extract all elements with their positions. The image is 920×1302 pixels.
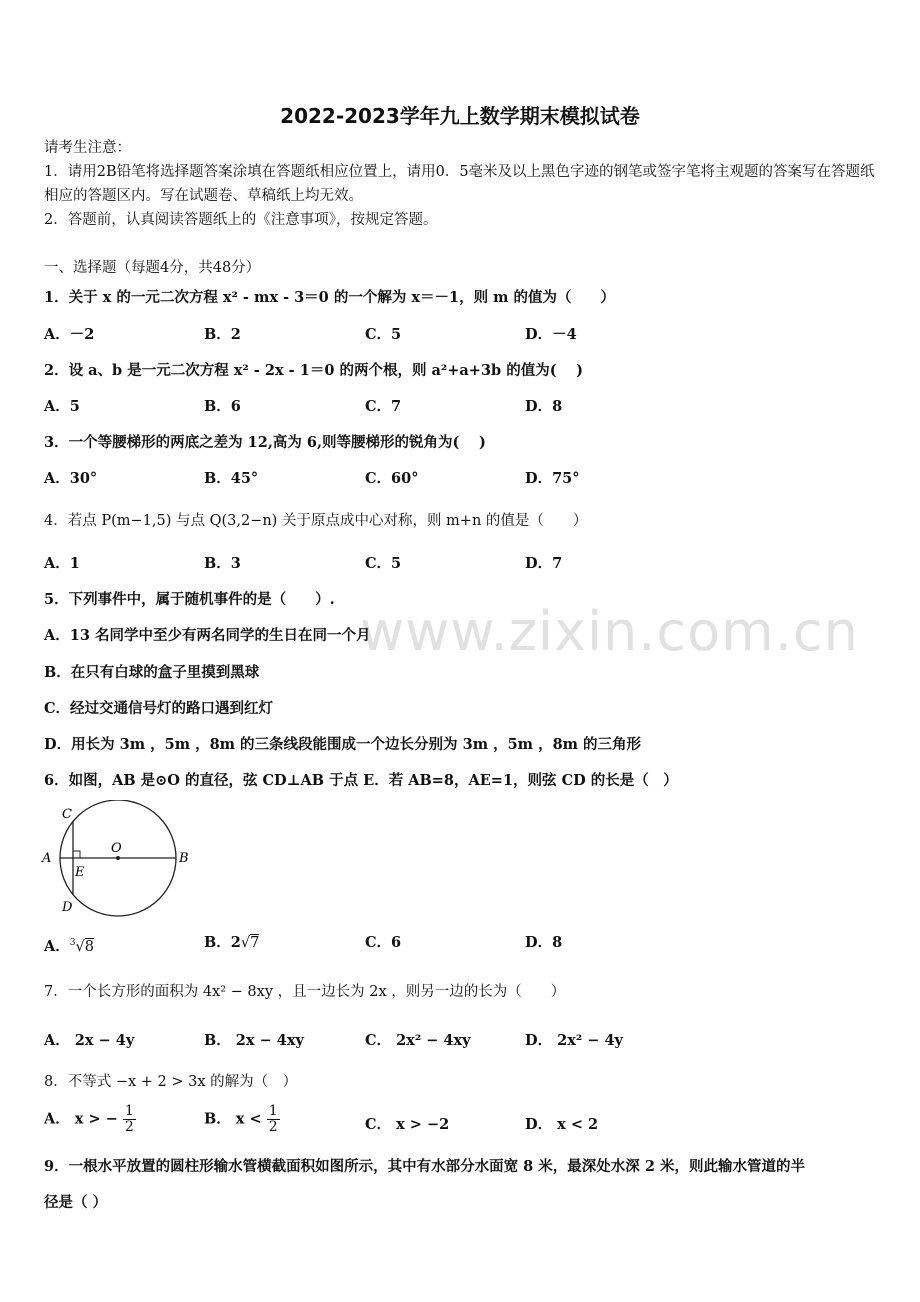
q1-option-d: D．－4	[525, 326, 577, 343]
q3-option-c: C．60°	[365, 470, 419, 487]
q6-option-c: C．6	[365, 934, 402, 951]
q2-option-c: C．7	[365, 398, 402, 415]
q4-option-b: B．3	[204, 555, 241, 572]
q6-b-radicand: 7	[250, 935, 260, 951]
q6-a-index: 3	[69, 938, 76, 948]
q1-option-c: C．5	[365, 326, 402, 343]
question-3: 3．一个等腰梯形的两底之差为 12,高为 6,则等腰梯形的锐角为( )	[44, 434, 486, 451]
q5-option-a: A．13 名同学中至少有两名同学的生日在同一个月	[44, 627, 371, 644]
question-4: 4．若点 P(m−1,5) 与点 Q(3,2−n) 关于原点成中心对称，则 m+n 的值是（ ）	[44, 513, 588, 529]
question-9-line-2: 径是（ ）	[44, 1194, 108, 1211]
q7-option-d: D． 2x² − 4y	[525, 1032, 623, 1049]
question-9-line-1: 9．一根水平放置的圆柱形输水管横截面积如图所示，其中有水部分水面宽 8 米，最深处水深 2 米，则此输水管道的半	[44, 1158, 805, 1175]
q6-b-prefix: B．2	[204, 934, 241, 951]
q1-option-a: A．－2	[44, 326, 95, 343]
label-a: A	[42, 851, 52, 866]
q4-option-a: A．1	[44, 555, 80, 572]
q8-a-prefix: A． x > −	[44, 1110, 118, 1128]
q6-option-b	[204, 932, 259, 954]
q8-a-numerator: 1	[124, 1103, 134, 1119]
question-7: 7．一个长方形的面积为 4x² − 8xy ，且一边长为 2x ，则另一边的长为（ ）	[44, 984, 566, 1000]
q2-option-b: B．6	[204, 398, 241, 415]
q3-option-d: D．75°	[525, 470, 580, 487]
question-1: 1．关于 x 的一元二次方程 x² - mx - 3＝0 的一个解为 x＝－1，则 m 的值为（ ）	[44, 289, 616, 306]
q8-a-denominator: 2	[124, 1119, 134, 1135]
q6-option-d: D．8	[525, 934, 563, 951]
q5-option-c: C．经过交通信号灯的路口遇到红灯	[44, 700, 274, 717]
q1-option-b: B．2	[204, 326, 241, 343]
q4-option-d: D．7	[525, 555, 563, 572]
q8-option-d: D． x < 2	[525, 1116, 599, 1133]
q8-b-numerator: 1	[268, 1103, 278, 1119]
question-2: 2．设 a、b 是一元二次方程 x² - 2x - 1＝0 的两个根，则 a²+a+3b 的值为( )	[44, 362, 583, 379]
q8-option-b	[204, 1104, 280, 1135]
q6-a-radicand: 8	[84, 938, 94, 955]
q7-option-c: C． 2x² − 4xy	[365, 1032, 471, 1049]
q2-option-a: A．5	[44, 398, 80, 415]
notice-line-2: 2．答题前，认真阅读答题纸上的《注意事项》，按规定答题。	[44, 212, 438, 228]
label-d: D	[62, 900, 73, 915]
q7-option-a: A． 2x − 4y	[44, 1032, 135, 1049]
q8-a-fraction	[123, 1104, 136, 1135]
circle-diagram	[40, 800, 200, 920]
center-point	[116, 856, 120, 860]
q8-option-a	[44, 1104, 136, 1135]
q2-option-d: D．8	[525, 398, 563, 415]
question-8: 8．不等式 −x + 2 > 3x 的解为（ ）	[44, 1074, 298, 1090]
label-e: E	[75, 865, 85, 880]
page-title: 2022-2023学年九上数学期末模拟试卷	[280, 104, 640, 128]
notice-heading: 请考生注意：	[44, 140, 131, 156]
section-heading: 一、选择题（每题4分，共48分）	[44, 260, 261, 276]
q8-b-prefix: B． x <	[204, 1110, 262, 1128]
q5-option-d: D．用长为 3m ，5m ，8m 的三条线段能围成一个边长分别为 3m ，5m ，8m 的三角形	[44, 736, 642, 753]
q8-b-fraction	[267, 1104, 280, 1135]
q5-option-b: B．在只有白球的盒子里摸到黑球	[44, 664, 260, 681]
notice-line-1: 1．请用2B铅笔将选择题答案涂填在答题纸相应位置上，请用0．5毫米及以上黑色字迹的钢笔或签字笔将主观题的答案写在答题纸相应的答题区内。写在试题卷、草稿纸上均无效。	[44, 164, 875, 204]
q4-option-c: C．5	[365, 555, 402, 572]
label-b: B	[179, 851, 189, 866]
q3-option-b: B．45°	[204, 470, 259, 487]
right-angle-mark	[73, 851, 80, 858]
q7-option-b: B． 2x − 4xy	[204, 1032, 304, 1049]
label-c: C	[62, 807, 72, 822]
q3-option-a: A．30°	[44, 470, 98, 487]
q8-b-denominator: 2	[268, 1119, 278, 1135]
question-5: 5．下列事件中，属于随机事件的是（ ）.	[44, 591, 335, 608]
watermark: www.zixin.com.cn	[360, 600, 859, 663]
sqrt-icon: √	[240, 935, 251, 951]
label-o: O	[111, 841, 122, 856]
sqrt-icon: √	[75, 938, 85, 955]
q6-option-a	[44, 932, 94, 958]
q8-option-c: C． x > −2	[365, 1116, 450, 1133]
q6-a-prefix: A．	[44, 937, 70, 955]
question-6: 6．如图，AB 是⊙O 的直径，弦 CD⊥AB 于点 E．若 AB=8，AE=1，则弦 CD 的长是（ ）	[44, 772, 678, 789]
